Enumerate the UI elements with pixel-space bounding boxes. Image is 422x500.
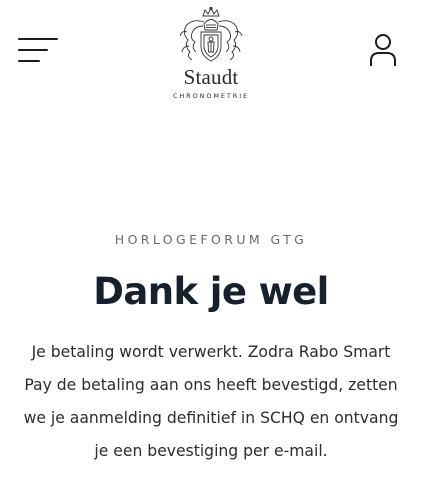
confirmation-section	[0, 228, 422, 468]
site-header	[0, 0, 422, 110]
user-silhouette	[366, 32, 400, 68]
page-title: Dank je wel	[93, 270, 329, 313]
coat-of-arms-icon	[176, 6, 246, 64]
message-line: Pay de betaling aan ons heeft bevestigd, zetten	[24, 376, 398, 394]
message-line: Je betaling wordt verwerkt. Zodra Rabo Smart	[31, 343, 391, 361]
confirmation-message	[16, 336, 406, 468]
hamburger-menu-icon[interactable]	[18, 34, 62, 66]
logo-subtitle: CHRONOMETRIE	[172, 92, 250, 100]
staudt-logo[interactable]	[161, 6, 261, 98]
message-line: we je aanmelding definitief in SCHQ en ontvang	[23, 409, 399, 427]
message-line: je een bevestiging per e-mail.	[94, 442, 328, 460]
menu-line	[18, 60, 40, 62]
eyebrow-label: HORLOGEFORUM GTG	[114, 232, 308, 247]
logo-wordmark: Staudt	[183, 65, 239, 89]
menu-line	[18, 49, 48, 51]
user-account-icon[interactable]	[366, 32, 400, 68]
menu-line	[18, 38, 58, 40]
